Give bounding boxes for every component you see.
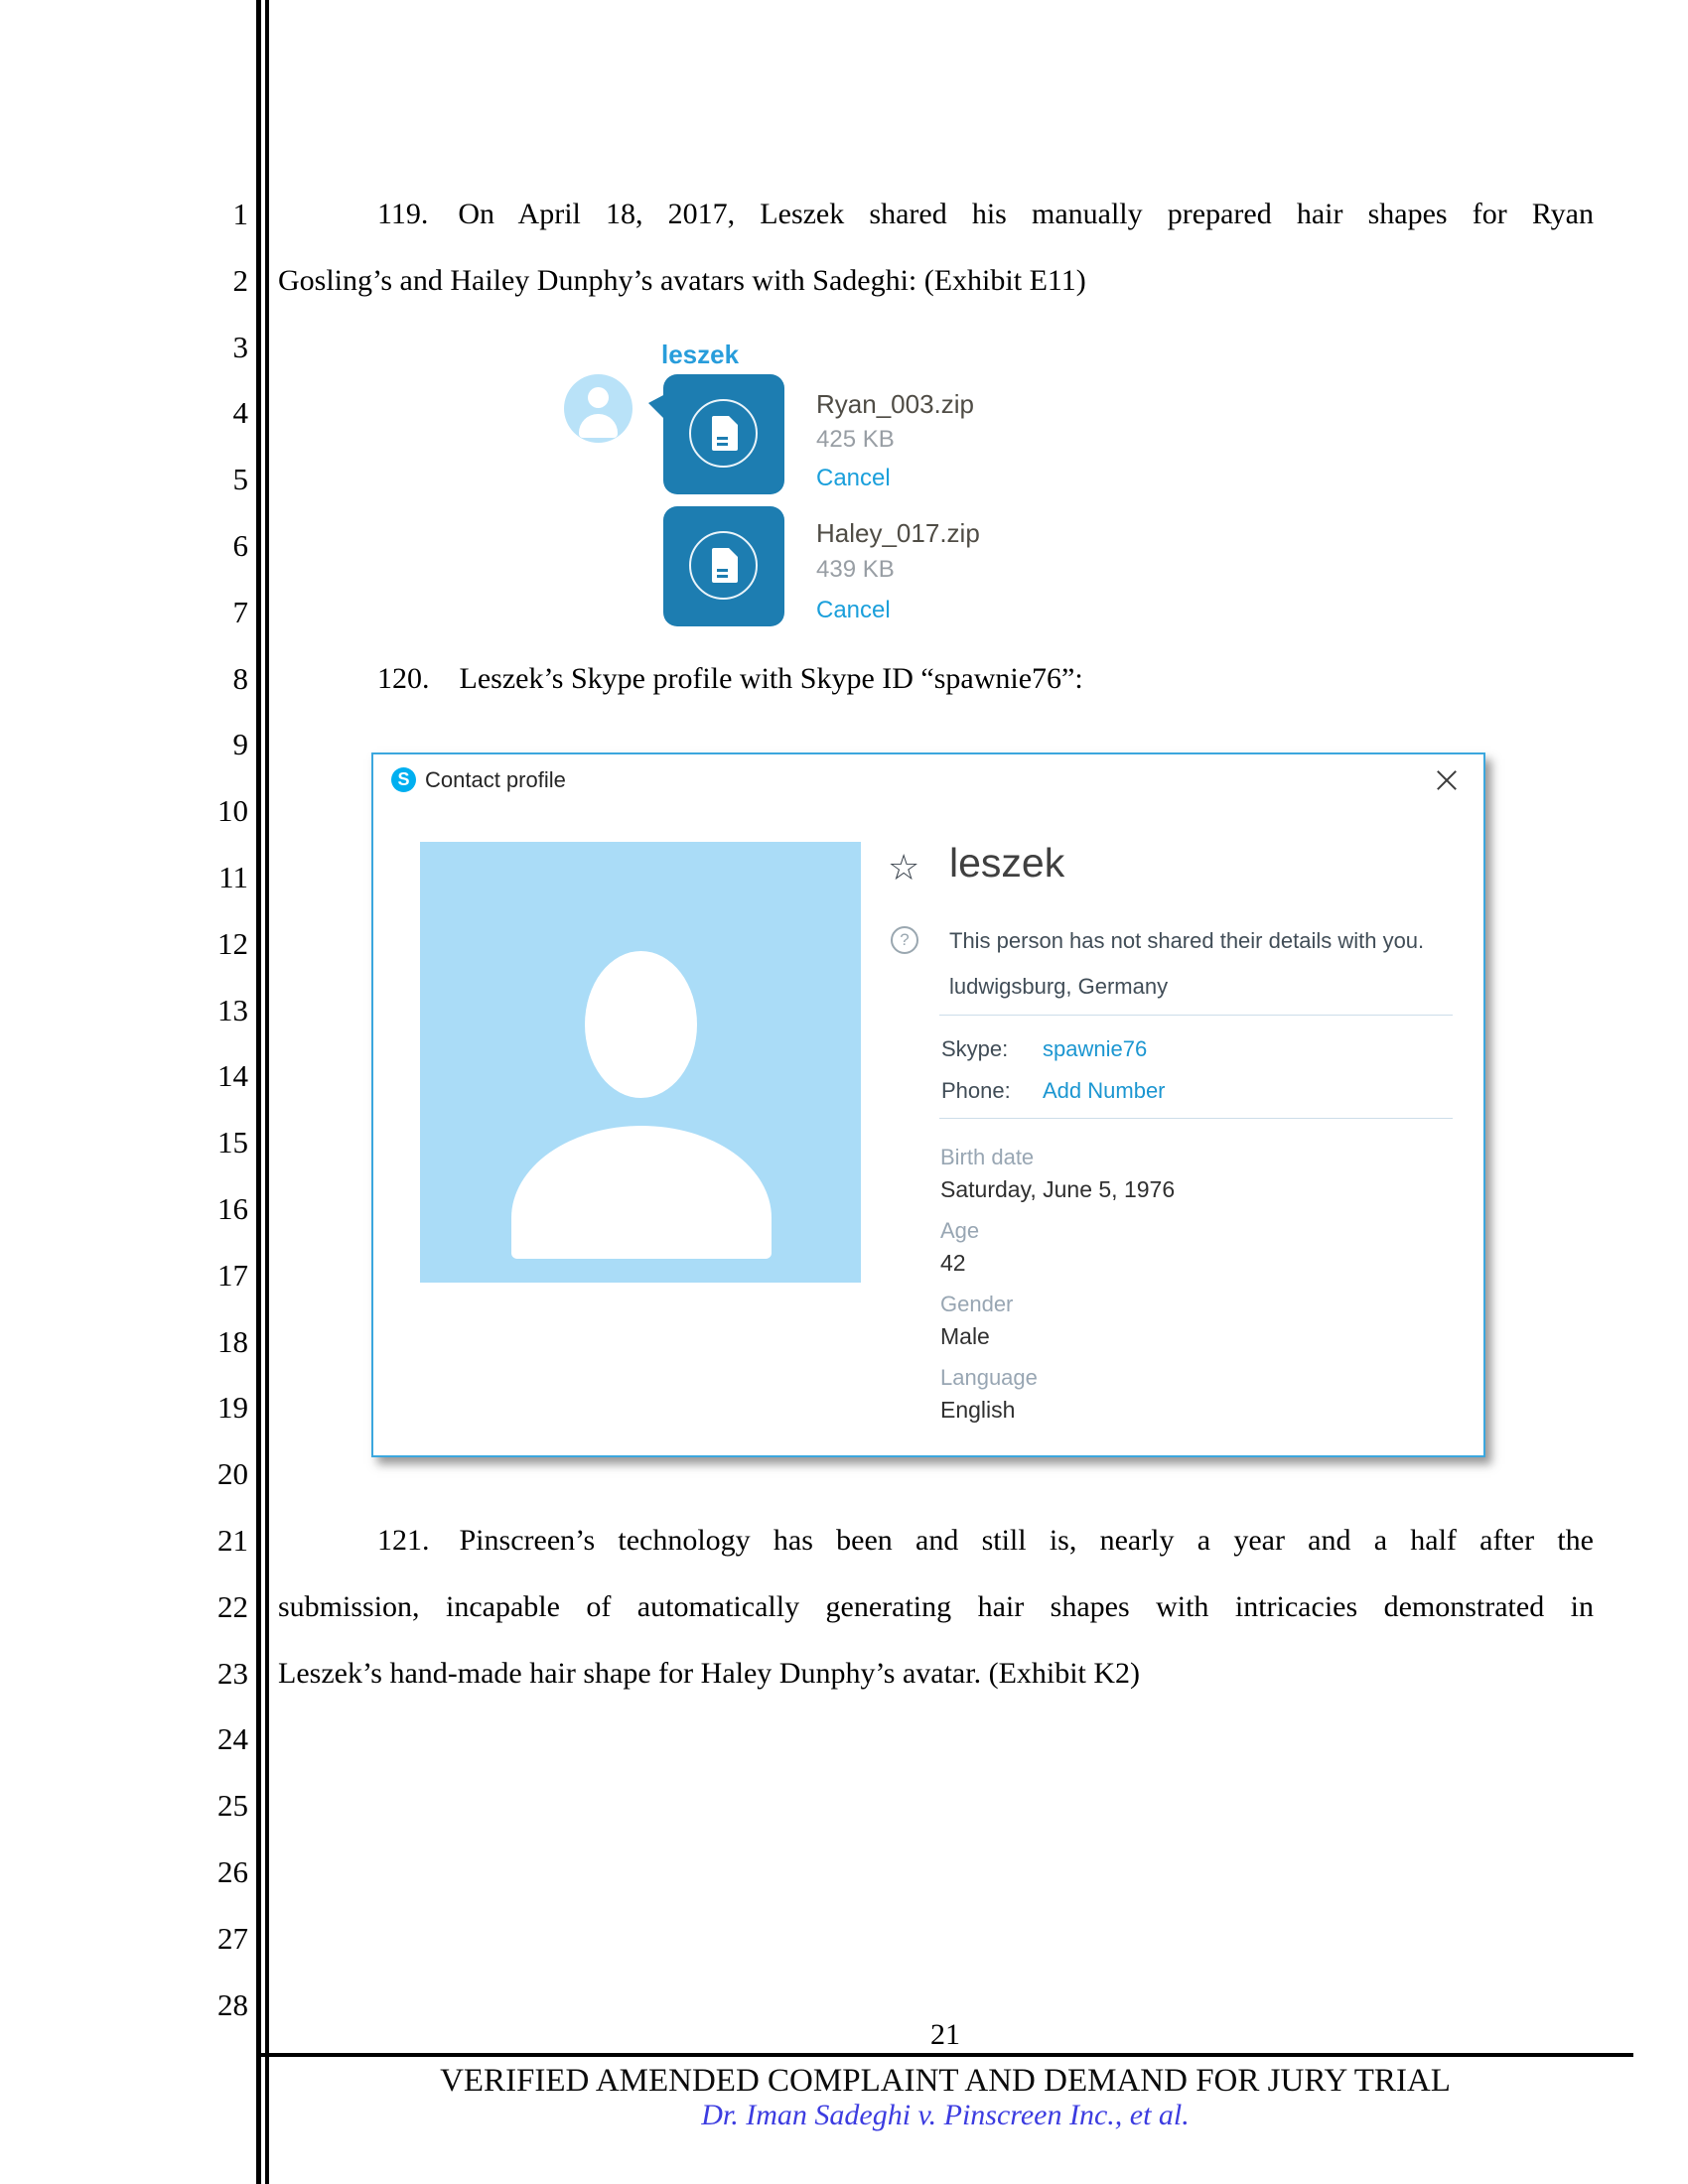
profile-details-list	[940, 1142, 1175, 1435]
line-number: 15	[217, 1125, 248, 1160]
line-number: 13	[217, 992, 248, 1027]
line-number: 8	[232, 660, 248, 696]
question-circle-icon: ?	[891, 926, 918, 954]
line-number: 23	[217, 1655, 248, 1691]
paragraph-text: submission, incapable of automatically generating hair shapes with intricacies demonstrated in	[278, 1590, 1594, 1623]
line-number: 25	[217, 1788, 248, 1824]
paragraph-121-line-3	[278, 1641, 1594, 1707]
line-number: 10	[217, 793, 248, 829]
line-number: 24	[217, 1721, 248, 1757]
footer-rule	[257, 2053, 1633, 2057]
divider	[939, 1015, 1453, 1016]
line-number: 22	[217, 1588, 248, 1624]
line-number: 3	[232, 329, 248, 364]
line-number: 7	[232, 594, 248, 629]
paragraph-121-line-1	[278, 1508, 1594, 1574]
document-icon	[689, 531, 758, 600]
detail-label: Birth date	[940, 1145, 1035, 1169]
file-cancel-link[interactable]: Cancel	[816, 465, 891, 491]
dialog-title: Contact profile	[425, 767, 566, 792]
line-number: 11	[218, 860, 248, 894]
chat-sender-name: leszek	[661, 340, 740, 369]
paragraph-119-line-2	[278, 248, 1594, 315]
line-number: 19	[217, 1390, 248, 1426]
line-number: 2	[232, 262, 248, 298]
line-number: 9	[232, 727, 248, 762]
line-number: 28	[217, 1986, 248, 2022]
person-icon	[585, 951, 697, 1098]
file-bubble[interactable]	[663, 506, 784, 626]
detail-label: Language	[940, 1365, 1038, 1390]
detail-value: English	[940, 1397, 1016, 1423]
file-bubble[interactable]	[663, 374, 784, 494]
paragraph-text: Leszek’s Skype profile with Skype ID “spawnie76”:	[459, 662, 1083, 695]
paragraph-text: Leszek’s hand-made hair shape for Haley Dunphy’s avatar. (Exhibit K2)	[278, 1657, 1141, 1690]
contact-profile-dialog	[371, 752, 1485, 1457]
contact-name: leszek	[949, 840, 1065, 886]
close-icon[interactable]	[1436, 768, 1458, 790]
paragraph-text: On April 18, 2017, Leszek shared his manually prepared hair shapes for Ryan	[458, 198, 1594, 230]
skype-id-label: Skype:	[941, 1036, 1009, 1061]
line-number: 20	[217, 1456, 248, 1492]
contact-location: ludwigsburg, Germany	[949, 974, 1169, 999]
profile-photo-placeholder	[420, 842, 861, 1283]
paragraph-119-line-1	[278, 182, 1594, 248]
star-favorite-icon[interactable]: ☆	[888, 848, 920, 888]
line-number: 6	[232, 528, 248, 563]
add-number-link[interactable]: Add Number	[1043, 1078, 1166, 1103]
line-number: 12	[217, 925, 248, 961]
line-number: 26	[217, 1854, 248, 1889]
paragraph-text: Gosling’s and Hailey Dunphy’s avatars with Sadeghi: (Exhibit E11)	[278, 264, 1086, 297]
bubble-tail	[648, 394, 665, 420]
paragraph-number: 120.	[377, 662, 430, 695]
footer-document-title: VERIFIED AMENDED COMPLAINT AND DEMAND FOR JURY TRIAL	[440, 2063, 1451, 2099]
detail-label: Age	[940, 1218, 980, 1243]
line-number: 27	[217, 1920, 248, 1956]
line-number: 18	[217, 1323, 248, 1359]
line-number: 14	[217, 1058, 248, 1094]
document-icon	[689, 399, 758, 468]
file-name: Haley_017.zip	[816, 518, 980, 548]
page-number: 21	[930, 2018, 960, 2051]
file-size: 425 KB	[816, 426, 895, 453]
paragraph-121-line-2	[278, 1574, 1594, 1641]
divider	[939, 1118, 1453, 1119]
skype-id-value[interactable]: spawnie76	[1043, 1036, 1148, 1061]
paragraph-120-line-1	[278, 646, 1594, 713]
footer-case-caption: Dr. Iman Sadeghi v. Pinscreen Inc., et al.	[701, 2099, 1190, 2131]
line-number: 1	[232, 197, 248, 231]
detail-value: Saturday, June 5, 1976	[940, 1176, 1176, 1202]
shared-details-notice: This person has not shared their details with you.	[949, 928, 1425, 953]
detail-label: Gender	[940, 1292, 1014, 1316]
line-number: 5	[232, 462, 248, 497]
phone-label: Phone:	[941, 1078, 1011, 1103]
detail-value: 42	[940, 1250, 966, 1276]
line-number: 16	[217, 1191, 248, 1226]
file-cancel-link[interactable]: Cancel	[816, 597, 891, 623]
line-number: 17	[217, 1257, 248, 1293]
file-name: Ryan_003.zip	[816, 389, 974, 419]
line-number: 4	[232, 395, 248, 431]
person-icon	[588, 387, 609, 408]
paragraph-number: 119.	[377, 198, 429, 230]
pleading-rule-left-outer	[256, 0, 261, 2184]
paragraph-number: 121.	[377, 1524, 430, 1557]
detail-value: Male	[940, 1323, 990, 1349]
paragraph-text: Pinscreen’s technology has been and still is, nearly a year and a half after the	[459, 1524, 1594, 1557]
skype-logo-icon: S	[391, 767, 416, 792]
line-number: 21	[217, 1523, 248, 1558]
pleading-rule-left-inner	[265, 0, 269, 2184]
chat-avatar	[564, 374, 633, 443]
file-size: 439 KB	[816, 556, 895, 583]
